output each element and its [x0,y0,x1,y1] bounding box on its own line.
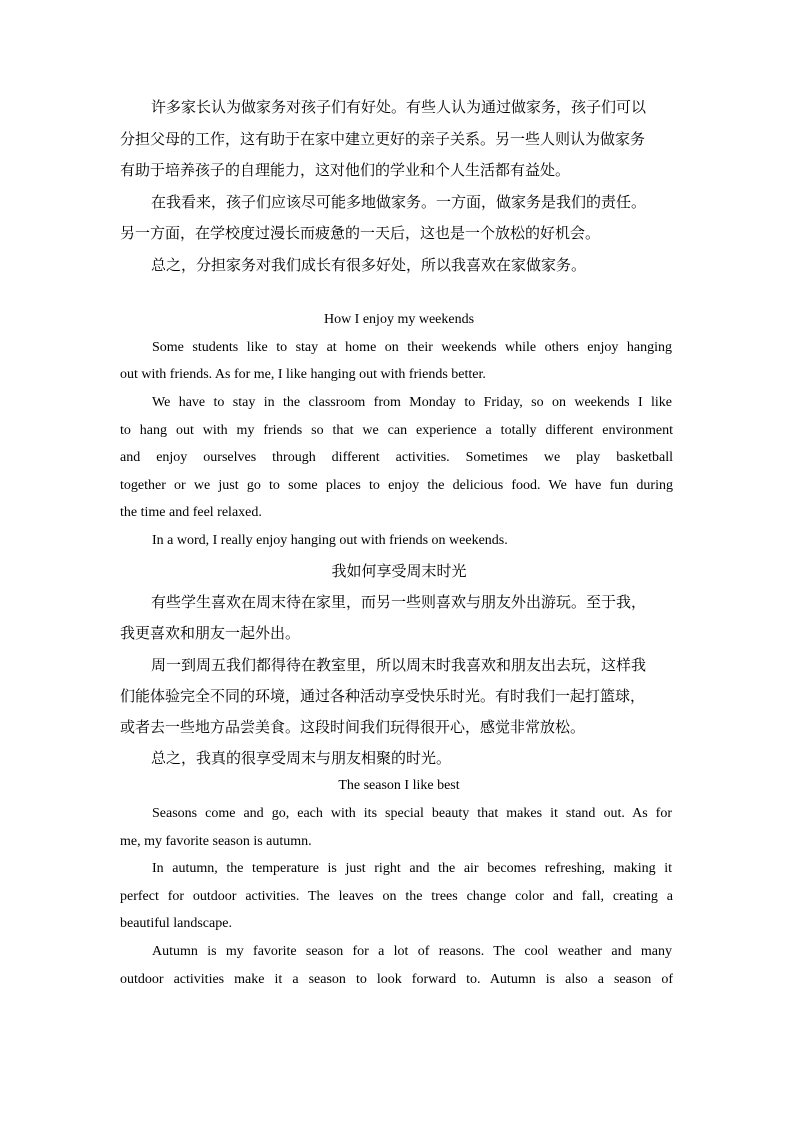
essay2-en-line: the time and feel relaxed. [120,505,262,520]
essay3-en-line: In autumn, the temperature is just right and the air becomes refreshing, making it [152,861,672,876]
essay3-en-line: outdoor activities make it a season to look forward to. Autumn is also a season of [120,972,673,987]
essay3-en-line: Seasons come and go, each with its special beauty that makes it stand out. As for [152,806,672,821]
essay3-en-line: beautiful landscape. [120,916,232,931]
essay3-en-line: me, my favorite season is autumn. [120,834,312,849]
essay3-en-line: perfect for outdoor activities. The leaves on the trees change color and fall, creating a [120,889,673,904]
essay2-en-title: How I enjoy my weekends [323,312,475,327]
essay1-cn-line: 总之，分担家务对我们成长有很多好处，所以我喜欢在家做家务。 [151,256,587,274]
essay1-cn-line: 许多家长认为做家务对孩子们有好处。有些人认为通过做家务，孩子们可以 [151,98,647,116]
essay2-cn-line: 有些学生喜欢在周末待在家里，而另一些则喜欢与朋友外出游玩。至于我， [151,593,647,611]
essay1-cn-line: 有助于培养孩子的自理能力，这对他们的学业和个人生活都有益处。 [120,161,571,179]
essay2-en-line: In a word, I really enjoy hanging out with friends on weekends. [152,533,508,548]
essay2-en-line: Some students like to stay at home on their weekends while others enjoy hanging [152,340,672,355]
essay2-cn-line: 我更喜欢和朋友一起外出。 [120,624,301,642]
essay2-cn-line: 或者去一些地方品尝美食。这段时间我们玩得很开心，感觉非常放松。 [120,718,586,736]
essay2-en-line: together or we just go to some places to enjoy the delicious food. We have fun during [120,478,673,493]
essay1-cn-line: 分担父母的工作，这有助于在家中建立更好的亲子关系。另一些人则认为做家务 [120,130,646,148]
essay2-en-line: to hang out with my friends so that we can experience a totally different environment [120,423,673,438]
essay2-cn-line: 总之，我真的很享受周末与朋友相聚的时光。 [151,749,452,767]
essay2-cn-title: 我如何享受周末时光 [331,562,467,580]
essay3-en-line: Autumn is my favorite season for a lot of reasons. The cool weather and many [152,944,672,959]
essay1-cn-line: 另一方面，在学校度过漫长而疲惫的一天后，这也是一个放松的好机会。 [120,224,601,242]
essay2-en-line: We have to stay in the classroom from Monday to Friday, so on weekends I like [152,395,672,410]
essay2-cn-line: 们能体验完全不同的环境，通过各种活动享受快乐时光。有时我们一起打篮球， [120,687,646,705]
essay3-en-title: The season I like best [338,778,460,793]
essay1-cn-line: 在我看来，孩子们应该尽可能多地做家务。一方面，做家务是我们的责任。 [151,193,647,211]
essay2-en-line: out with friends. As for me, I like hanging out with friends better. [120,367,486,382]
essay2-cn-line: 周一到周五我们都得待在教室里，所以周末时我喜欢和朋友出去玩，这样我 [151,656,647,674]
essay2-en-line: and enjoy ourselves through different activities. Sometimes we play basketball [120,450,673,465]
